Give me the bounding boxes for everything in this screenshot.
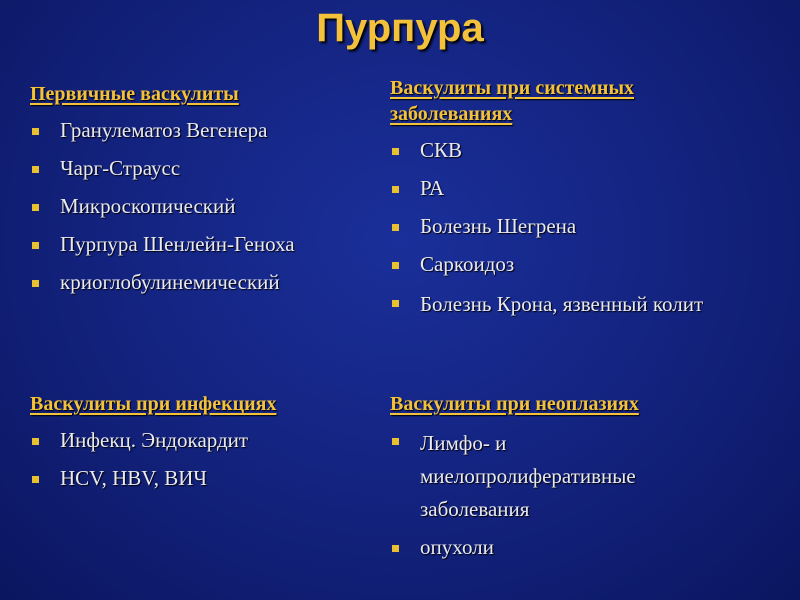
list-item	[30, 155, 370, 181]
square-bullet-icon	[32, 204, 39, 211]
list-item	[30, 193, 370, 219]
section-heading: Васкулиты при системных заболеваниях	[390, 77, 635, 125]
square-bullet-icon	[392, 186, 399, 193]
list-item	[390, 175, 790, 201]
square-bullet-icon	[392, 545, 399, 552]
section-infection-vasculitis	[30, 391, 380, 491]
square-bullet-icon	[32, 128, 39, 135]
list-item-text: Инфекц. Эндокардит	[60, 428, 249, 452]
section-heading: Первичные васкулиты	[30, 83, 239, 105]
square-bullet-icon	[32, 242, 39, 249]
list-item-text: Лимфо- и миелопролиферативные заболевания	[420, 431, 636, 521]
section-heading: Васкулиты при неоплазиях	[390, 393, 639, 415]
square-bullet-icon	[32, 280, 39, 287]
square-bullet-icon	[392, 224, 399, 231]
list-item-text: опухоли	[420, 535, 494, 559]
list-item	[390, 289, 740, 319]
list-item-text: Пурпура Шенлейн-Геноха	[60, 232, 295, 256]
bullet-list	[30, 117, 370, 295]
list-item-text: СКВ	[420, 138, 463, 162]
list-item-text: Микроскопический	[60, 194, 236, 218]
list-item	[30, 269, 370, 295]
list-item-text: Гранулематоз Вегенера	[60, 118, 268, 142]
square-bullet-icon	[392, 438, 399, 445]
bullet-list	[30, 427, 380, 491]
square-bullet-icon	[392, 300, 399, 307]
bullet-list	[390, 137, 790, 319]
list-item	[30, 231, 370, 257]
list-item	[390, 251, 790, 277]
section-primary-vasculitis	[30, 81, 370, 295]
list-item-text: Чарг-Страусс	[60, 156, 181, 180]
square-bullet-icon	[32, 438, 39, 445]
list-item	[390, 137, 790, 163]
list-item-text: криоглобулинемический	[60, 270, 280, 294]
list-item	[30, 427, 380, 453]
square-bullet-icon	[32, 166, 39, 173]
section-neoplasia-vasculitis	[390, 391, 790, 560]
list-item-text: Болезнь Шегрена	[420, 214, 577, 238]
list-item-text: Саркоидоз	[420, 252, 515, 276]
square-bullet-icon	[392, 148, 399, 155]
list-item	[390, 534, 790, 560]
section-systemic-vasculitis	[390, 75, 790, 319]
slide-title: Пурпура	[316, 6, 484, 50]
square-bullet-icon	[392, 262, 399, 269]
list-item-text: Болезнь Крона, язвенный колит	[420, 292, 704, 316]
list-item-text: РА	[420, 176, 445, 200]
list-item	[30, 465, 380, 491]
section-heading: Васкулиты при инфекциях	[30, 393, 277, 415]
list-item	[390, 427, 700, 526]
list-item	[390, 213, 790, 239]
list-item-text: HCV, HBV, ВИЧ	[60, 466, 208, 490]
list-item	[30, 117, 370, 143]
square-bullet-icon	[32, 476, 39, 483]
bullet-list	[390, 427, 790, 560]
